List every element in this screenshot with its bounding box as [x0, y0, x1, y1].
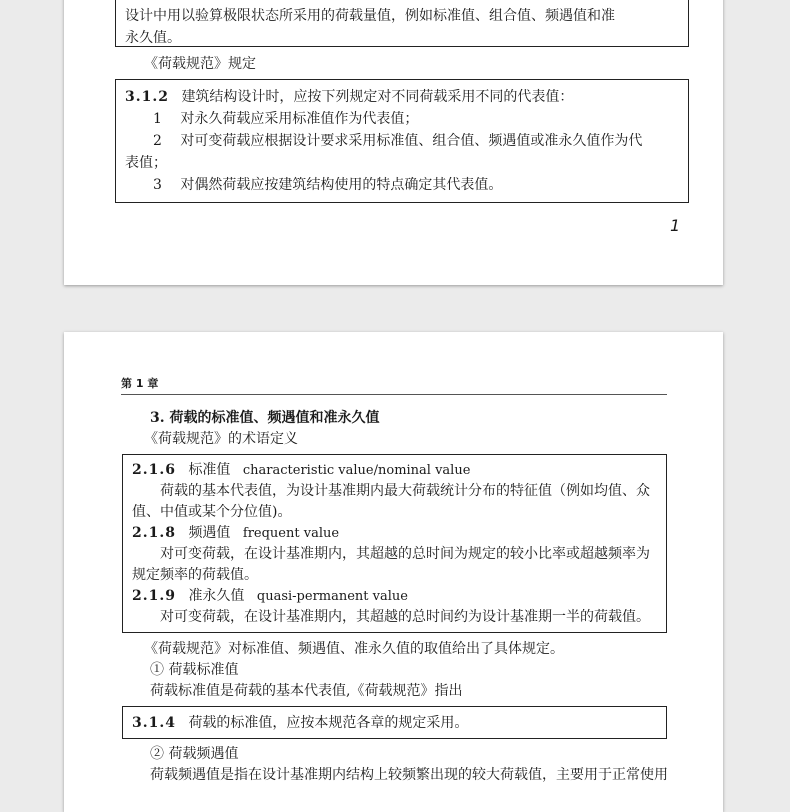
excerpt-box-top	[115, 0, 689, 47]
term-2-1-6-def-1: 荷载的基本代表值，为设计基准期内最大荷载统计分布的特征值（例如均值、众	[160, 483, 650, 499]
paragraph-standard-value: 荷载标准值是荷载的基本代表值,《荷载规范》指出	[150, 683, 463, 699]
excerpt-line-1: 设计中用以验算极限状态所采用的荷载量值，例如标准值、组合值、频遇值和准	[125, 8, 615, 24]
term-name-en: quasi-permanent value	[256, 589, 408, 604]
term-number: 2.1.8	[132, 525, 176, 541]
term-2-1-8-title	[132, 522, 339, 545]
term-caption: 《荷载规范》的术语定义	[144, 431, 298, 447]
chapter-header: 第 1 章	[121, 377, 159, 390]
subheading-standard-value: ① 荷载标准值	[150, 662, 239, 678]
header-rule	[121, 394, 667, 395]
item-text: 对偶然荷载应按建筑结构使用的特点确定其代表值。	[180, 177, 503, 193]
term-number: 2.1.9	[132, 588, 176, 604]
paragraph-frequent-value: 荷载频遇值是指在设计基准期内结构上较频繁出现的较大荷载值，主要用于正常使用	[150, 767, 668, 783]
paragraph-values-intro: 《荷载规范》对标准值、频遇值、准永久值的取值给出了具体规定。	[144, 641, 564, 657]
clause-item-1	[153, 108, 418, 130]
term-name-cn: 准永久值	[188, 588, 245, 604]
clause-item-3	[153, 174, 502, 196]
term-number: 2.1.6	[132, 462, 176, 478]
term-name-en: characteristic value/nominal value	[242, 463, 471, 478]
item-number: 3	[153, 177, 162, 193]
term-name-cn: 标准值	[188, 462, 231, 478]
page-number: 1	[670, 216, 681, 235]
term-2-1-6-def-2: 值、中值或某个分位值)。	[132, 504, 292, 520]
clause-text: 荷载的标准值，应按本规范各章的规定采用。	[188, 715, 469, 731]
section-heading: 3. 荷载的标准值、频遇值和准永久值	[150, 410, 380, 426]
item-number: 1	[153, 111, 162, 127]
term-2-1-8-def-1: 对可变荷载，在设计基准期内，其超越的总时间为规定的较小比率或超越频率为	[160, 546, 650, 562]
clause-item-2-cont: 表值；	[125, 155, 167, 171]
excerpt-line-2: 永久值。	[125, 30, 181, 46]
term-name-en: frequent value	[242, 526, 340, 541]
item-text: 对可变荷载应根据设计要求采用标准值、组合值、频遇值或准永久值作为代	[180, 133, 643, 149]
subheading-frequent-value: ② 荷载频遇值	[150, 746, 239, 762]
document-page-2	[64, 332, 723, 812]
term-2-1-6-title	[132, 459, 470, 482]
clause-line	[125, 86, 573, 108]
clause-number: 3.1.2	[125, 89, 169, 105]
term-2-1-9-def-1: 对可变荷载，在设计基准期内，其超越的总时间约为设计基准期一半的荷载值。	[160, 609, 650, 625]
term-2-1-8-def-2: 规定频率的荷载值。	[132, 567, 258, 583]
terms-definition-box	[122, 454, 667, 633]
clause-3-1-4-line	[132, 712, 468, 734]
clause-box-3-1-4	[122, 706, 667, 739]
clause-number: 3.1.4	[132, 715, 176, 731]
term-2-1-9-title	[132, 585, 408, 608]
item-text: 对永久荷载应采用标准值作为代表值；	[180, 111, 419, 127]
term-name-cn: 频遇值	[188, 525, 231, 541]
item-number: 2	[153, 133, 162, 149]
clause-box-3-1-2	[115, 79, 689, 203]
clause-item-2	[153, 130, 642, 152]
document-page-1	[64, 0, 723, 285]
caption-load-code: 《荷载规范》规定	[144, 56, 256, 72]
clause-text: 建筑结构设计时，应按下列规定对不同荷载采用不同的代表值：	[181, 89, 574, 105]
